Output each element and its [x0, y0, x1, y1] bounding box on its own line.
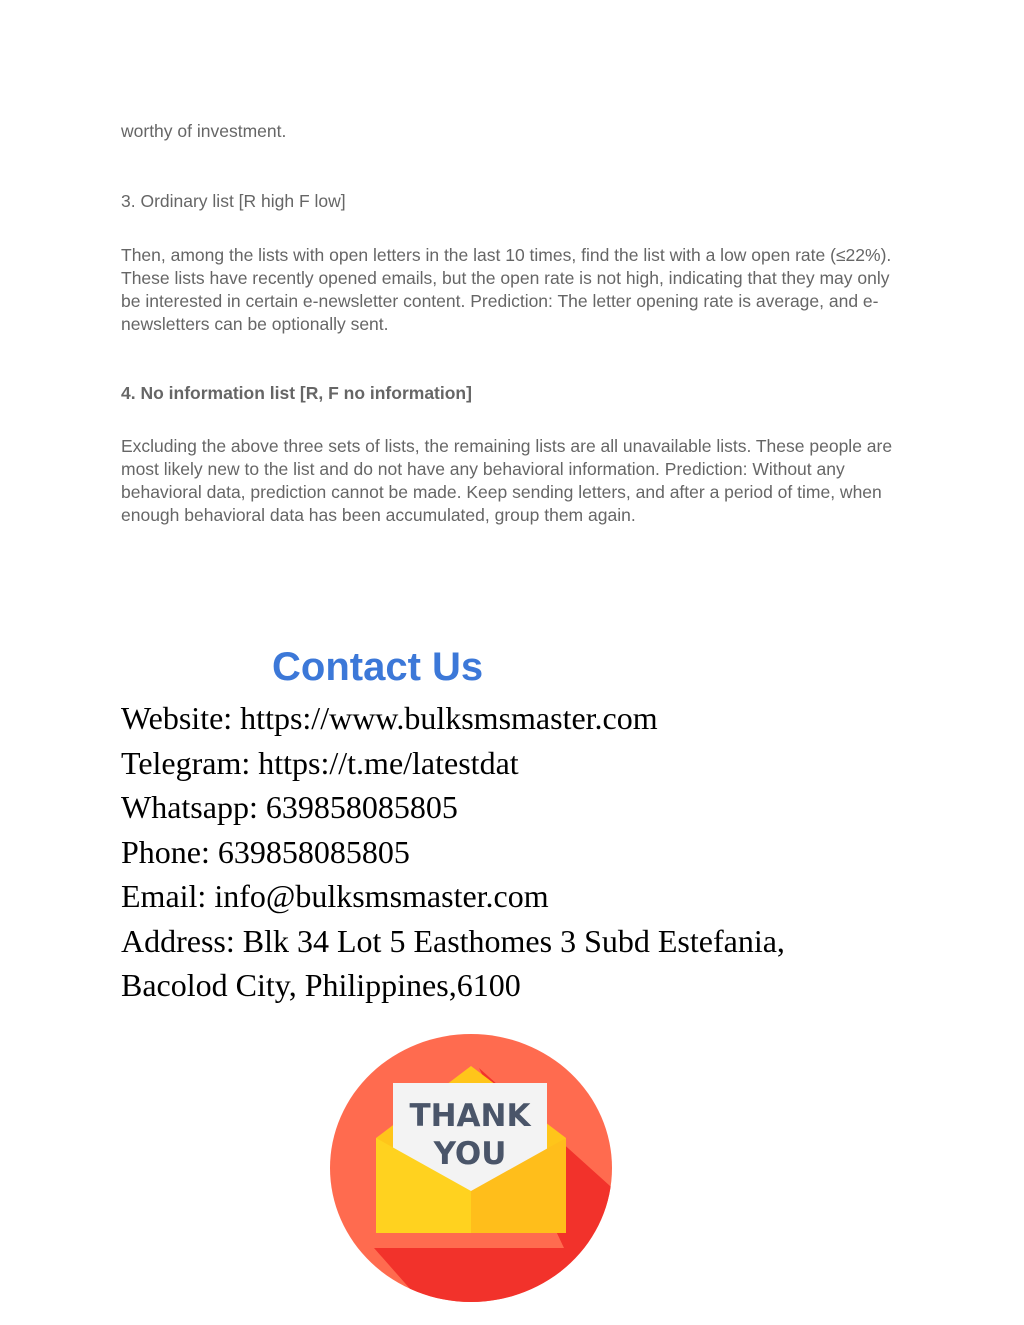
section3-heading: 3. Ordinary list [R high F low] — [121, 191, 346, 211]
thank-you-line1: THANK — [409, 1098, 531, 1134]
contact-telegram[interactable]: Telegram: https://t.me/latestdat — [121, 744, 519, 781]
contact-whatsapp: Whatsapp: 639858085805 — [121, 789, 458, 825]
contact-phone: Phone: 639858085805 — [121, 833, 410, 870]
contact-address-line2: Bacolod City, Philippines,6100 — [121, 967, 521, 1003]
section4-body: Excluding the above three sets of lists, the remaining lists are all unavailable lists. These people are most likely new to the list and do not have any behavioral information. Prediction: Without any behavioral data, prediction cannot be made. Keep sending letters, and after a period of time, when enough behavioral data has been accumulated, group them again. — [121, 436, 893, 525]
intro-fragment: worthy of investment. — [121, 121, 287, 141]
thank-you-envelope-icon — [329, 1033, 613, 1303]
section3-body: Then, among the lists with open letters in the last 10 times, find the list with a low open rate (≤22%). These lists have recently opened emails, but the open rate is not high, indicating that they may only be interested in certain e-newsletter content. Prediction: The letter opening rate is average, and e-newsletters can be optionally sent. — [121, 245, 892, 334]
contact-email[interactable]: Email: info@bulksmsmaster.com — [121, 878, 549, 914]
contact-title: Contact Us — [272, 645, 484, 689]
thank-you-line2: YOU — [433, 1136, 507, 1172]
contact-address-line1: Address: Blk 34 Lot 5 Easthomes 3 Subd Estefania, — [121, 922, 785, 959]
contact-details — [121, 696, 981, 1008]
section4-heading: 4. No information list [R, F no information] — [121, 383, 472, 403]
contact-website[interactable]: Website: https://www.bulksmsmaster.com — [121, 700, 658, 736]
